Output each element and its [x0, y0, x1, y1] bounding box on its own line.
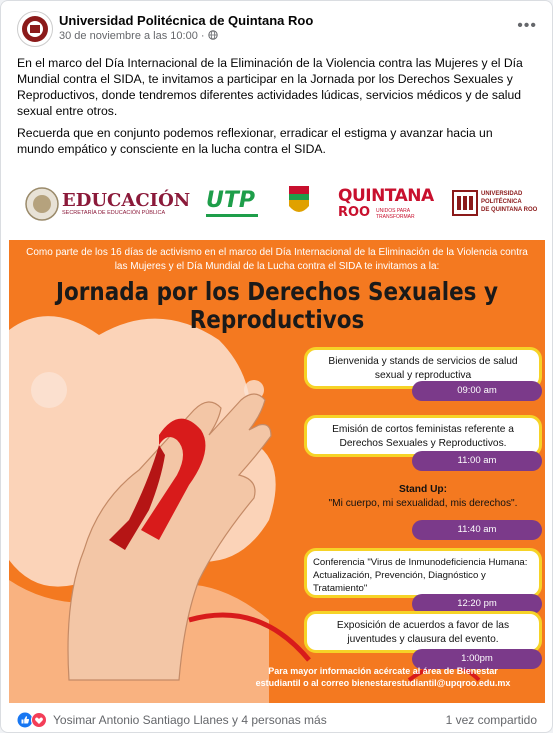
- quintana-roo-shield-icon: [286, 184, 312, 218]
- educacion-sub: SECRETARÍA DE EDUCACIÓN PÚBLICA: [62, 210, 166, 216]
- post-text: [17, 55, 532, 163]
- upqroo-line: DE QUINTANA ROO: [481, 207, 538, 213]
- sponsor-logos-bar: [2, 164, 551, 238]
- poster-title-line: Reproductivos: [189, 305, 365, 334]
- roo-logo: ROO: [338, 205, 371, 220]
- page-avatar[interactable]: [17, 11, 53, 47]
- footer-note-line: estudiantil o al correo bienestarestudiantil@upqroo.edu.mx: [255, 678, 511, 688]
- roo-sub: UNIDOS PARA TRANSFORMAR: [376, 208, 415, 220]
- event-description: Conferencia "Virus de Inmunodeficiencia Humana: Actualización, Prevención, Diagnóstico y Tratamiento": [304, 548, 542, 598]
- event-time: 11:00 am: [412, 451, 542, 471]
- reactions-bar: [17, 711, 537, 729]
- upqroo-logo-icon: [452, 190, 478, 216]
- quintana-logo: QUINTANA: [338, 186, 434, 206]
- event-description: Emisión de cortos feministas referente a Derechos Sexuales y Reproductivos.: [304, 415, 542, 457]
- event-poster: [9, 240, 545, 703]
- event-item: [304, 480, 542, 535]
- post-date[interactable]: 30 de noviembre a las 10:00: [59, 30, 198, 42]
- page-name[interactable]: Universidad Politécnica de Quintana Roo: [59, 13, 314, 28]
- post-paragraph: En el marco del Día Internacional de la Eliminación de la Violencia contra las Mujeres y el Día Mundial contra el SIDA, te invitamos a participar en la Jornada por los Derechos Sexuales y Reproductivos, donde tendremos diferentes actividades lúdicas, servicios médicos y de salud sexual entre otros.: [17, 56, 523, 118]
- mexico-seal-icon: [24, 186, 60, 222]
- footer-note-line: Para mayor información acércate al área de Bienestar: [268, 666, 498, 676]
- reactions-summary[interactable]: Yosimar Antonio Santiago Llanes y 4 personas más: [53, 713, 327, 727]
- educacion-logo: EDUCACIÓN: [62, 190, 191, 211]
- event-description-title: Stand Up:: [398, 484, 448, 495]
- event-time: 09:00 am: [412, 381, 542, 401]
- event-time: 12:20 pm: [412, 594, 542, 614]
- reaction-icons-svg: [17, 712, 49, 728]
- post-image[interactable]: [2, 164, 551, 704]
- post-meta: [59, 30, 218, 42]
- utp-underline: [206, 214, 258, 217]
- utp-logo: UTP: [206, 188, 255, 213]
- like-icon: [18, 713, 33, 728]
- more-options-button[interactable]: •••: [517, 17, 537, 34]
- shares-count[interactable]: 1 vez compartido: [445, 713, 537, 727]
- university-logo-icon: [18, 12, 52, 46]
- love-icon: [32, 713, 47, 728]
- event-item: [304, 415, 542, 466]
- event-description-text: "Mi cuerpo, mi sexualidad, mis derechos".: [328, 498, 518, 509]
- upqroo-line: UNIVERSIDAD: [481, 191, 523, 197]
- upqroo-line: POLITÉCNICA: [481, 199, 522, 205]
- meta-separator: ·: [200, 30, 205, 42]
- poster-title: [55, 278, 499, 334]
- event-item: [304, 347, 542, 396]
- globe-icon: [208, 30, 218, 40]
- event-time: 1:00pm: [412, 649, 542, 669]
- upqroo-logo-text: [481, 190, 537, 214]
- event-item: [304, 611, 542, 664]
- event-time: 11:40 am: [412, 520, 542, 540]
- reaction-icons[interactable]: [17, 712, 49, 728]
- poster-title-line: Jornada por los Derechos Sexuales y: [56, 277, 498, 306]
- event-item: [304, 548, 542, 609]
- event-description: Bienvenida y stands de servicios de salud sexual y reproductiva: [304, 347, 542, 389]
- poster-footer-note: [224, 665, 542, 689]
- post-paragraph: Recuerda que en conjunto podemos reflexionar, erradicar el estigma y avanzar hacia un mundo empático y consciente en la lucha contra el SIDA.: [17, 126, 493, 156]
- poster-intro: Como parte de los 16 días de activismo en el marco del Día Internacional de la Eliminación de la Violencia contra las Mujeres y el Día Mundial de la Lucha contra el SIDA te invitamos a la:: [26, 247, 528, 272]
- post-header: [17, 11, 537, 45]
- event-description: Exposición de acuerdos a favor de las juventudes y clausura del evento.: [304, 611, 542, 653]
